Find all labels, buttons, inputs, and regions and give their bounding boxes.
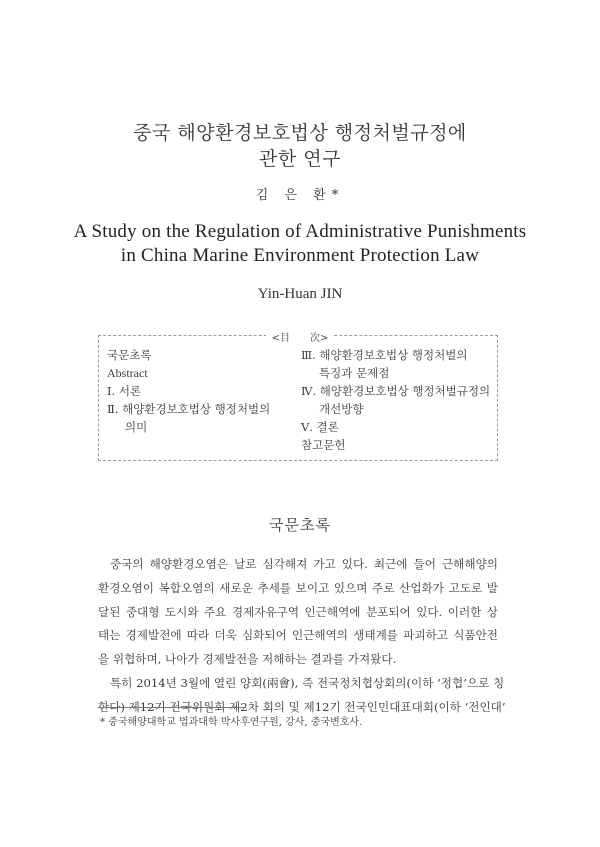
toc-item: Ⅴ. 결론 [301,420,339,434]
author-ko: 김 은 환* [255,188,345,203]
abstract-heading: 국문초록 [269,516,331,534]
toc-item: Ⅳ. 해양환경보호법상 행정처벌규정의 [301,384,491,398]
toc-left-column [107,346,270,436]
toc-item: 특징과 문제점 [319,366,390,380]
author-en: Yin-Huan JIN [257,286,343,302]
title-ko-line2: 관한 연구 [259,148,341,170]
footnote-divider [98,707,246,708]
abstract-line: 중국의 해양환경오염은 날로 심각해져 가고 있다. 최근에 들어 근해해양의 [110,557,498,571]
abstract-line: 특히 2014년 3월에 열린 양회(兩會), 즉 전국정치협상회의(이하 ‘정협’으로 칭 [110,675,505,690]
toc-heading-label: <目 次> [266,333,335,344]
footnote: * 중국해양대학교 법과대학 박사후연구원, 강사, 중국변호사. [100,717,363,728]
title-ko-line1: 중국 해양환경보호법상 행정처벌규정에 [133,122,467,144]
abstract-line: 태는 경제발전에 따라 더욱 심화되어 인근해역의 생태계를 파괴하고 식품안전 [98,628,498,643]
abstract-body [98,553,506,720]
abstract-line: 환경오염이 복합오염의 새로운 추세를 보이고 있으며 주로 산업화가 고도로 발 [98,580,498,595]
toc-item: 참고문헌 [301,438,346,452]
title-en-line1: A Study on the Regulation of Administrative Punishments [73,221,527,242]
toc-item: Abstract [107,366,148,380]
toc-item: 개선방향 [319,402,364,416]
toc-item: Ⅱ. 해양환경보호법상 행정처벌의 [107,402,271,416]
title-en-line2: in China Marine Environment Protection Law [120,245,480,266]
abstract-line: 달된 중대형 도시와 주요 경제자유구역 인근해역에 분포되어 있다. 이러한 상 [98,604,498,619]
toc-item: Ⅰ. 서론 [107,384,142,398]
toc-heading [0,329,600,344]
abstract-line: 을 위협하며, 나아가 경제발전을 저해하는 결과를 가져왔다. [98,652,397,667]
toc-item: 국문초록 [107,348,152,362]
toc-item: 의미 [125,420,148,434]
abstract-line: 한다) 제12기 전국위원회 제2차 회의 및 제12기 전국인민대표대회(이하 ‘전인대’ [98,699,506,714]
toc-right-column [301,346,490,454]
toc-item: Ⅲ. 해양환경보호법상 행정처벌의 [301,348,468,362]
